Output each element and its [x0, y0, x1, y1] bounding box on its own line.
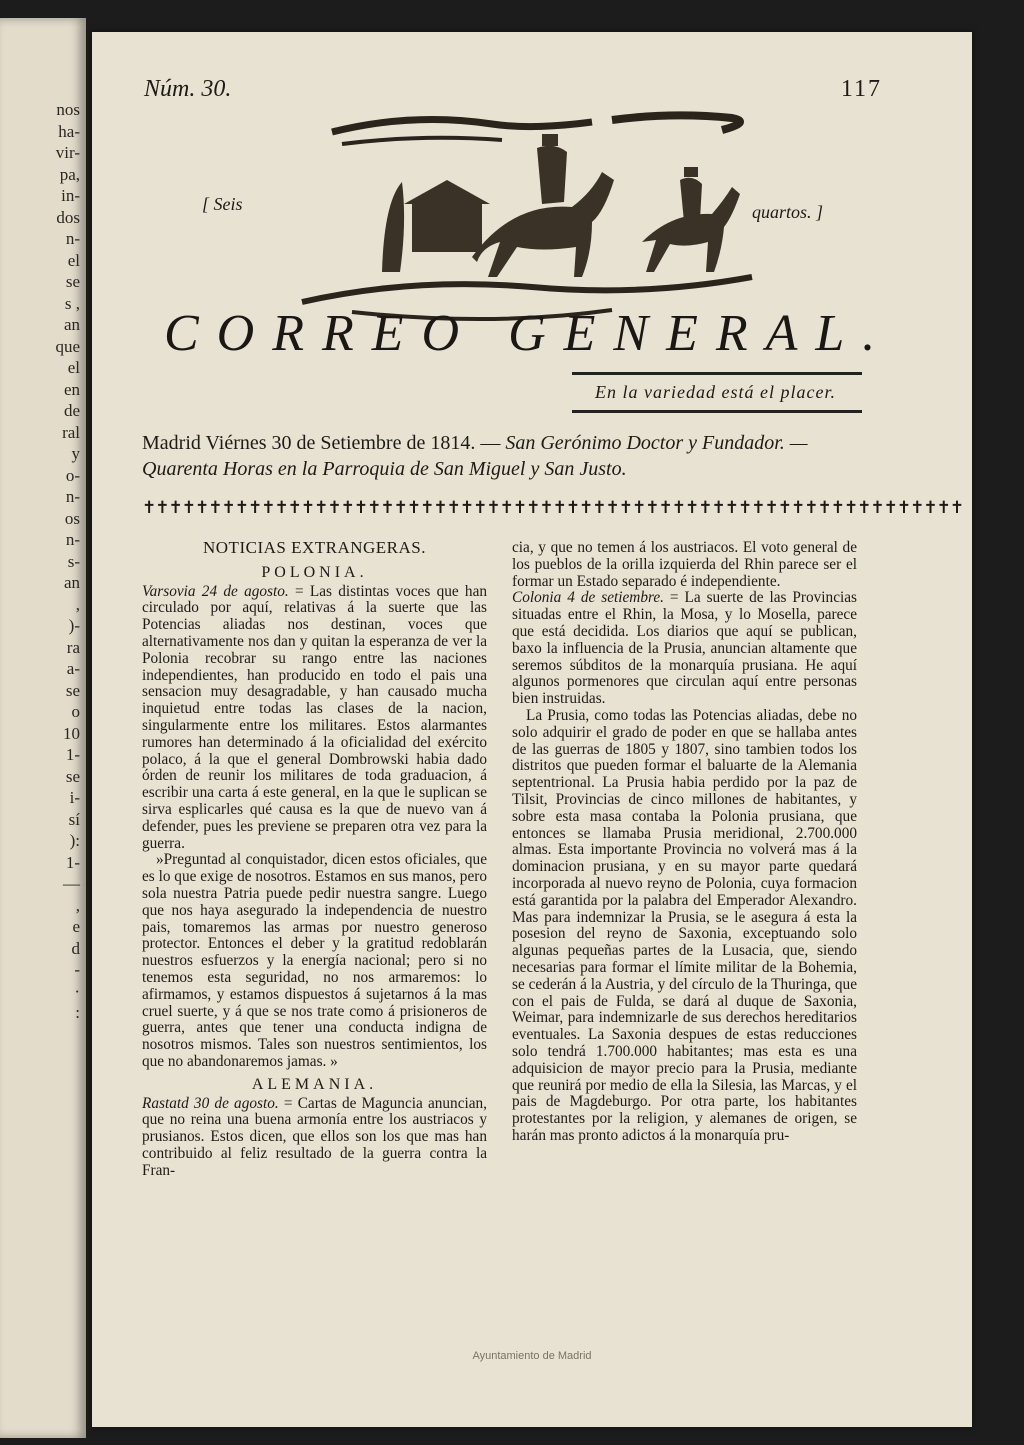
article-prussia: La Prusia, como todas las Potencias aliadas, debe no solo adquirir el grado de poder en que se hallaba antes de las guerras de 1805 y 1807, sino tambien todos los distritos que pueden formar el baluarte de la Alemania septentrional. La Prusia habia perdido por la paz de Tilsit, Provincias de cinco millones de habitantes, y sobre esta masa contaba la Polonia prusiana, que entonces se llamaba Prusia meridional, 2.700.000 almas. Esta importante Provincia no volverá mas á la dominacion prusiana, y en su mayor parte quedará incorporada al nuevo reyno de Polonia, cuya formacion está garantida por la palabra del Emperador Alexandro. Mas para indemnizar la Prusia, se le asegura á esta la posesion del reyno de Saxonia, exceptuando solo algunas pequeñas partes de la Lusacia, que, siendo necesarias para formar el límite militar de la Bohemia, se cederán á la Austria, y del círculo de la Thuringa, que con el pais de Fulda, se dará al duque de Saxonia, Weimar, para indemnizarle de sus derechos hereditarios eventuales. La Saxonia despues de estas reducciones solo tendrá 1.700.000 habitantes; mas esta es una adquisicion de mayor precio para la Prusia, mediante que reunirá por medio de ella la Silesia, las Marcas, y el pais de Magdeburgo. Por otra parte, los habitantes protestantes por la religion, y alemanes de origen, se harán mas pronto adictos á la monarquía pru-: [512, 706, 857, 1144]
prev-page-fragment: —: [63, 874, 80, 893]
article-rastatd: [142, 1096, 487, 1180]
prev-page-fragment: dos: [56, 207, 80, 227]
prev-page-fragment: in-: [61, 186, 80, 205]
prev-page-fragment: vir-: [55, 143, 80, 162]
prev-page-fragment: o-: [65, 465, 80, 485]
prev-page-fragment: 1-: [65, 745, 80, 764]
prev-page-fragment: se: [65, 680, 80, 700]
prev-page-fragment: ra: [66, 637, 80, 657]
prev-page-fragment: an: [63, 573, 80, 592]
prev-page-fragment: ha-: [58, 121, 80, 141]
article-continuation: cia, y que no temen á los austriacos. El voto general de los pueblos de la orilla izquierda del Rhin parece ser el formar un Estado separado é independiente.: [512, 539, 857, 590]
newspaper-page: [92, 32, 972, 1427]
prev-page-fragment: se: [65, 272, 80, 291]
article-text: = La suerte de las Provincias situadas entre el Rhin, la Mosa, y lo Mosella, parece que está decidida. Los diarios que aquí se publican, baxo la influencia de la Prusia, anuncian altamente que seremos súbditos de la monarquía prusiana. He aquí algunos pormenores que circulan aquí entre personas bien instruidas.: [512, 589, 857, 708]
prev-page-fragment: que: [55, 336, 80, 356]
prev-page-fragment: i-: [69, 788, 80, 807]
prev-page-fragment: e: [72, 917, 80, 936]
prev-page-fragment: s-: [67, 551, 80, 571]
prev-page-fragment: se: [65, 766, 80, 786]
prev-page-fragment: sí: [68, 809, 80, 829]
prev-page-fragment: a-: [66, 659, 80, 678]
prev-page-fragment: en: [63, 379, 80, 399]
article-place: Varsovia 24 de agosto.: [142, 582, 289, 600]
prev-page-fragment: ,: [75, 594, 80, 614]
prev-page-fragment: o: [71, 702, 80, 721]
previous-page-edge: [0, 18, 86, 1438]
article-place: Rastatd 30 de agosto.: [142, 1094, 279, 1112]
article-colonia: [512, 590, 857, 708]
prev-page-fragment: an: [63, 315, 80, 334]
article-text: = Cartas de Maguncia anuncian, que no reina una buena armonía entre los austriacos y prusianos. Estos dicen, que ellos son los que mas han contribuido al feliz resultado de la guerra contra la Fran-: [142, 1094, 487, 1179]
prev-page-fragment: d: [71, 938, 80, 958]
prev-page-fragment: n-: [65, 530, 80, 549]
prev-page-fragment: de: [63, 401, 80, 420]
horsemen-vignette-illustration: [292, 72, 762, 332]
prev-page-fragment: )-: [68, 616, 80, 635]
prev-page-fragment: y: [71, 444, 80, 463]
right-column: [512, 540, 857, 1145]
country-heading-germany: ALEMANIA.: [251, 1075, 378, 1093]
article-place: Colonia 4 de setiembre.: [512, 589, 664, 607]
article-text: = Las distintas voces que han circulado por aquí, relativas á la suerte que las Potencias aliadas nos destinan, voces que alternativamente nos dan y quitan la esperanza de ver la Polonia recobrar su rango entre las naciones independientes, han producido en todo el pais una sensacion muy desagradable, y han causado mucha inquietud entre todas las clases de la nacion, singularmente entre los militares. Estos alarmantes rumores han determinado á la oficialidad del exército polaco, á la que el general Dombrowski habia dado órden de reunir los militares de toda graduacion, á escribir una carta á este general, en la que le suplican se sirva esplicarles qué causa es la que de nuevo van á defender, pues les previene se preparen otra vez para la guerra.: [142, 582, 488, 852]
prev-page-fragment: n-: [65, 487, 80, 506]
prev-page-fragment: ,: [75, 895, 80, 915]
section-heading: NOTICIAS EXTRANGERAS.: [203, 538, 426, 557]
newspaper-title: CORREO GENERAL.: [164, 305, 894, 362]
prev-page-fragment: :: [75, 1003, 80, 1022]
prev-page-fragment: 10: [63, 723, 80, 743]
ornamental-divider: ✝✝✝✝✝✝✝✝✝✝✝✝✝✝✝✝✝✝✝✝✝✝✝✝✝✝✝✝✝✝✝✝✝✝✝✝✝✝✝✝✝✝✝✝✝✝✝✝✝✝✝✝✝✝✝✝✝✝✝✝✝✝: [142, 498, 964, 517]
prev-page-fragment: el: [67, 358, 80, 377]
prev-page-fragment: el: [67, 250, 80, 270]
prev-page-fragment: 1-: [65, 852, 80, 872]
page-number: 117: [840, 76, 882, 102]
article-quote: »Preguntad al conquistador, dicen estos oficiales, que es lo que exige de nosotros. Estamos en sus manos, pero sola nuestra Patria puede pedir nuestra sangre. Luego que nos haya asegurado la independencia de nuestro pais, tomaremos las armas por nuestro generoso protector. Entonces el deber y la gratitud redoblarán nuestros esfuerzos y la energía nacional; pero si no tenemos esta seguridad, no nos armaremos: lo afirmamos, y estamos dispuestos á sujetarnos á la mas cruel suerte, y á que se nos trate como á prisioneros de guerra, antes que tener una conducta indigna de nosotros mismos. Tales son nuestros sentimientos, los que no abandonaremos jamas. »: [142, 851, 487, 1070]
source-watermark: Ayuntamiento de Madrid: [472, 1350, 592, 1362]
country-heading-poland: POLONIA.: [261, 563, 368, 581]
dateline-date: Madrid Viérnes 30 de Setiembre de 1814. —: [142, 432, 506, 454]
motto-rule-top: [572, 372, 862, 375]
prev-page-fragment: -: [74, 960, 80, 979]
prev-page-fragment: ·: [74, 981, 80, 1001]
prev-page-fragment: os: [64, 508, 80, 528]
issue-number: Núm. 30.: [144, 76, 232, 102]
prev-page-fragment: ):: [69, 831, 80, 850]
dateline: [142, 430, 902, 482]
prev-page-fragment: ral: [62, 422, 80, 442]
prev-page-fragment: nos: [56, 100, 80, 119]
prev-page-fragment: pa,: [59, 164, 80, 184]
prev-page-fragment: n-: [65, 229, 80, 248]
dateline-devotion: Quarenta Horas en la Parroquia de San Miguel y San Justo.: [142, 458, 627, 480]
prev-page-fragment: s ,: [64, 293, 80, 313]
price-right: quartos. ]: [752, 202, 824, 222]
article-warsaw: [142, 584, 487, 853]
motto-rule-bottom: [572, 410, 862, 413]
price-left: [ Seis: [202, 194, 243, 214]
dateline-saint: San Gerónimo Doctor y Fundador. —: [505, 432, 808, 454]
motto: En la variedad está el placer.: [595, 382, 836, 402]
left-column: [142, 540, 487, 1179]
